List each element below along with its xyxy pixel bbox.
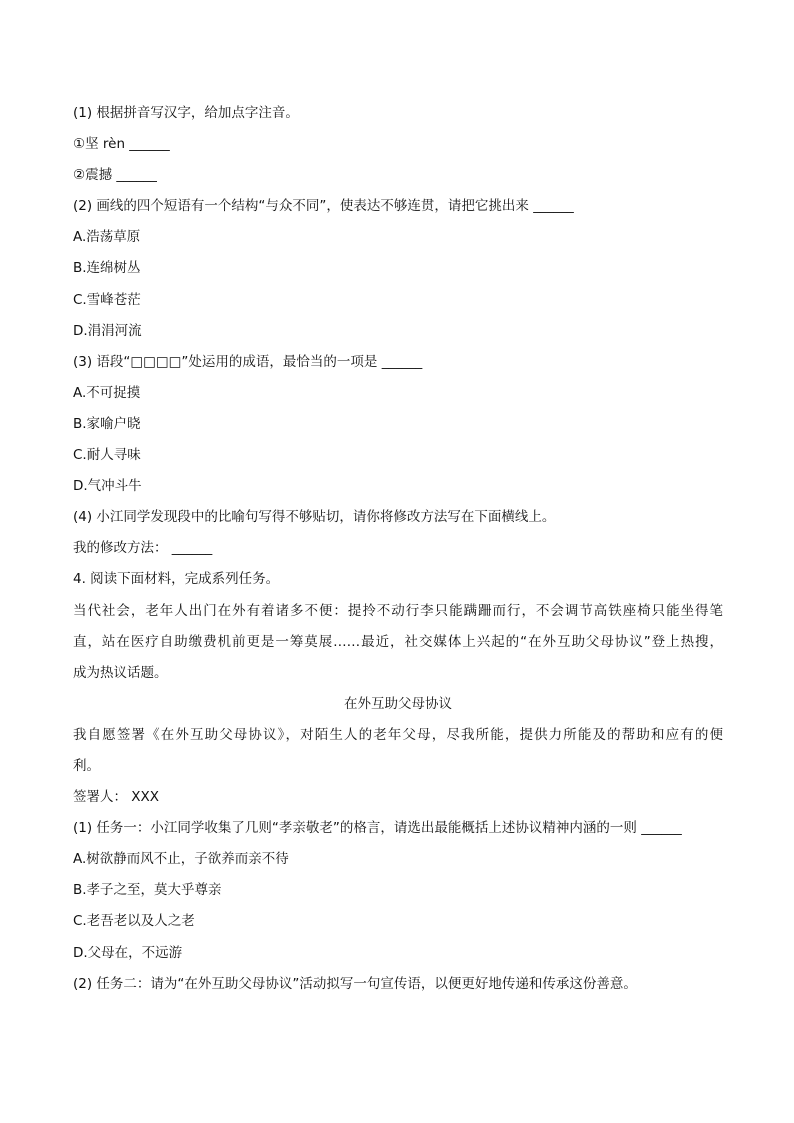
text-line: B.连绵树丛 [73,260,141,277]
text-line: B.孝子之至，莫大乎尊亲 [73,882,222,899]
text-line: 我的修改方法： ______ [73,540,213,557]
text-line: (3) 语段“□□□□”处运用的成语，最恰当的一项是 ______ [73,353,423,370]
text-line: 利。 [73,757,100,774]
text-line: A.树欲静而风不止，子欲养而亲不待 [73,851,289,868]
text-line: (2) 画线的四个短语有一个结构“与众不同”，使表达不够连贯，请把它挑出来 ______ [73,198,574,215]
text-line: 成为热议话题。 [73,664,168,681]
text-line: 4. 阅读下面材料，完成系列任务。 [73,571,280,588]
text-line: 我自愿签署《在外互助父母协议》，对陌生人的老年父母，尽我所能，提供力所能及的帮助和应有的便 [73,726,723,743]
text-line: B.家喻户晓 [73,415,141,432]
text-line: ①坚 rèn ______ [73,136,170,153]
document-body [73,98,723,1000]
section-title: 在外互助父母协议 [344,695,452,712]
text-line: C.老吾老以及人之老 [73,913,195,930]
text-line: 直，站在医疗自助缴费机前更是一筹莫展……最近，社交媒体上兴起的“在外互助父母协议”登上热搜， [73,633,723,650]
text-line: A.不可捉摸 [73,384,141,401]
text-line: (4) 小江同学发现段中的比喻句写得不够贴切，请你将修改方法写在下面横线上。 [73,509,556,526]
text-line: A.浩荡草原 [73,229,141,246]
text-line: 签署人： XXX [73,789,160,806]
text-line: C.雪峰苍茫 [73,291,141,308]
text-line: C.耐人寻味 [73,447,141,464]
text-line: (1) 根据拼音写汉字，给加点字注音。 [73,105,299,121]
text-line: ②震撼 ______ [73,167,157,184]
text-line: D.气冲斗牛 [73,478,142,495]
text-line: D.父母在，不远游 [73,944,183,961]
text-line: (2) 任务二：请为“在外互助父母协议”活动拟写一句宣传语，以便更好地传递和传承这份善意。 [73,975,637,992]
text-line: (1) 任务一：小江同学收集了几则“孝亲敬老”的格言，请选出最能概括上述协议精神内涵的一则 ______ [73,820,682,837]
text-line: D.涓涓河流 [73,322,142,339]
text-line: 当代社会，老年人出门在外有着诸多不便：提拎不动行李只能蹒跚而行，不会调节高铁座椅只能坐得笔 [73,602,723,619]
